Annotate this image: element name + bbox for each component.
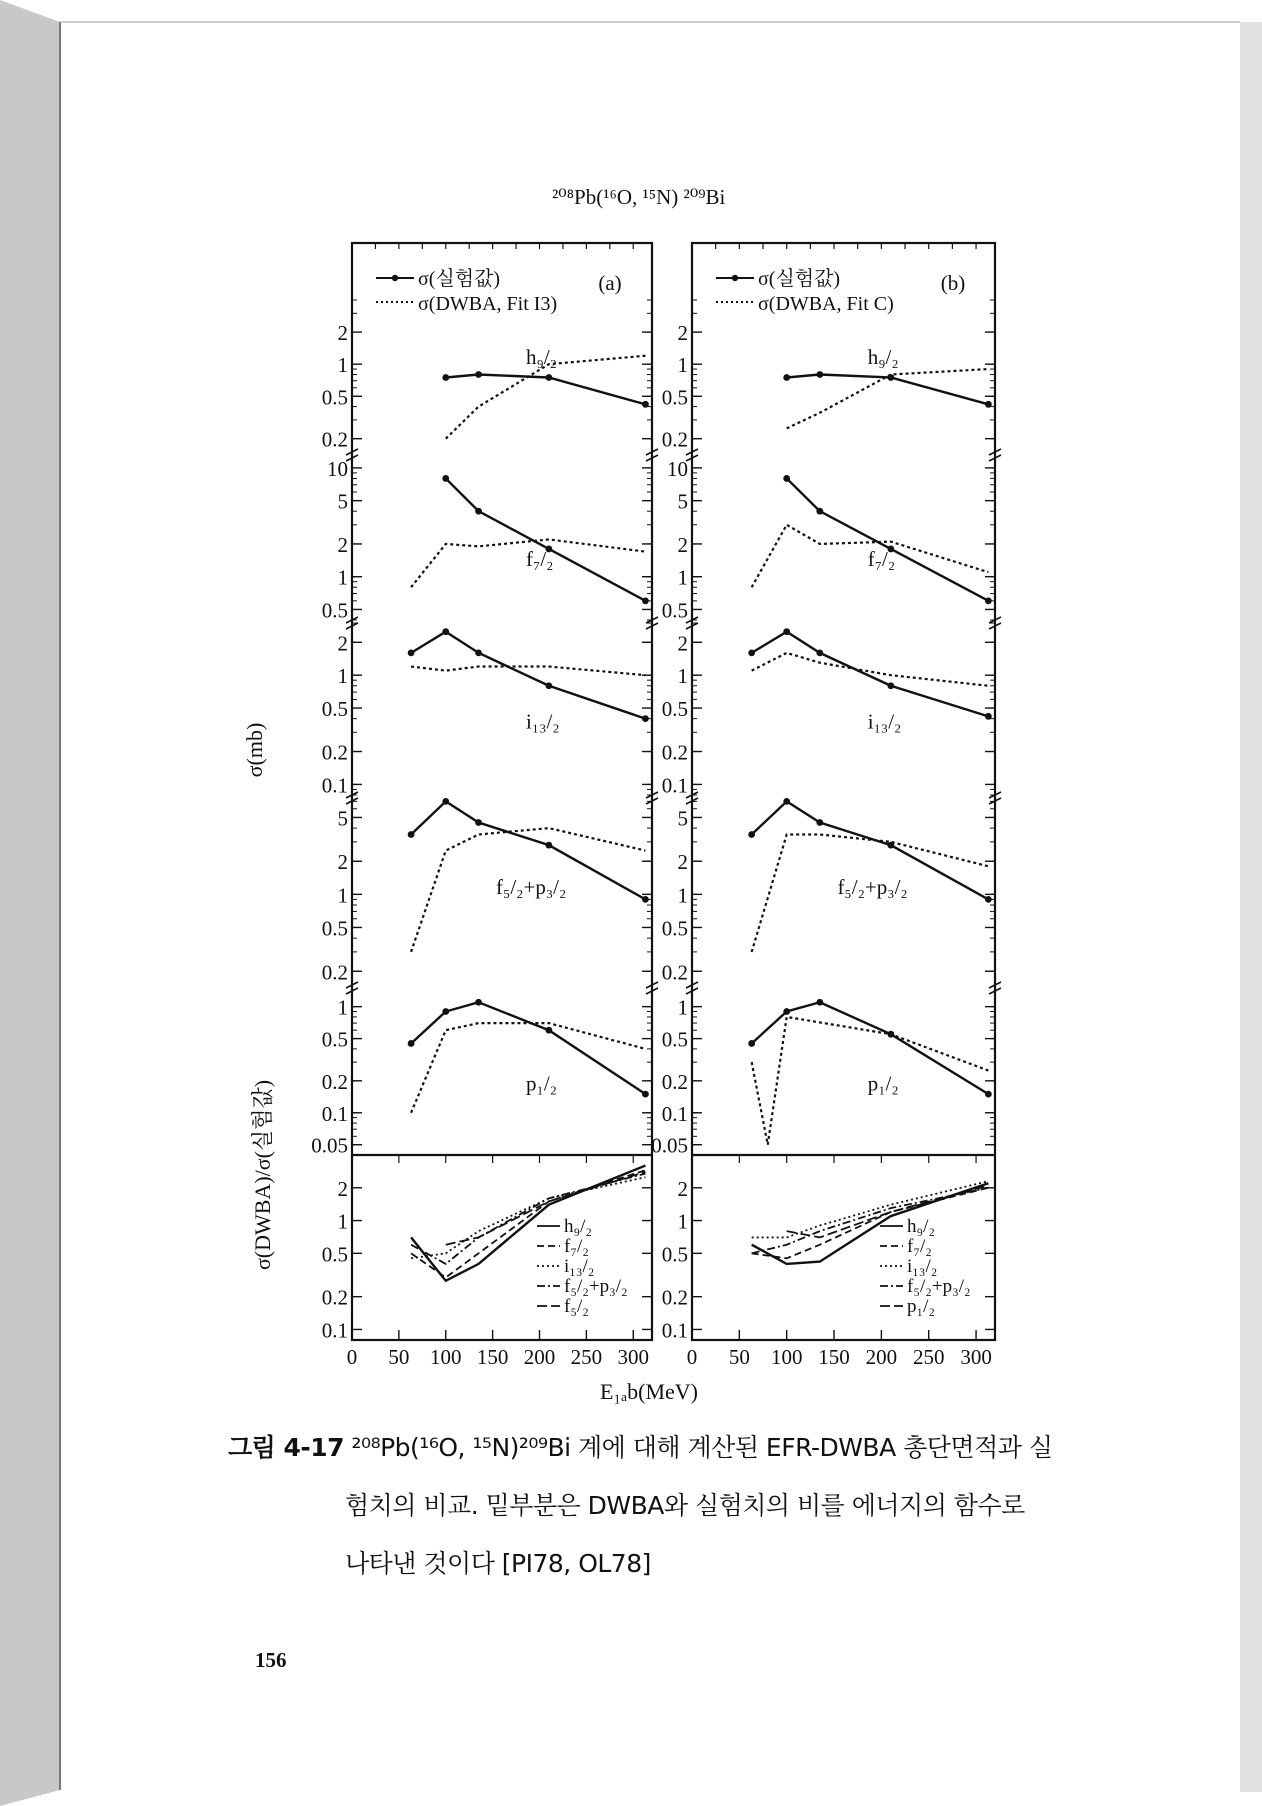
y-tick-label: 1	[677, 353, 688, 378]
experimental-point	[475, 999, 482, 1006]
legend-dot	[392, 275, 398, 281]
caption-line-3: 나타낸 것이다 [PI78, OL78]	[345, 1549, 651, 1578]
y-tick-label: 0.1	[321, 773, 348, 798]
experimental-point	[642, 597, 649, 604]
caption-label: 그림 4-17	[228, 1433, 345, 1462]
ratio-y-tick-label: 0.2	[661, 1285, 688, 1310]
experimental-point	[748, 831, 755, 838]
state-label: f₅/₂+p₃/₂	[496, 874, 567, 899]
y-tick-label: 0.2	[321, 427, 348, 452]
experimental-point	[985, 713, 992, 720]
y-tick-label: 0.5	[321, 697, 348, 722]
ratio-panel	[662, 1155, 995, 1369]
y-tick-label: 10	[667, 456, 688, 481]
experimental-point	[816, 999, 823, 1006]
x-tick-label: 150	[476, 1345, 509, 1369]
ratio-legend-label: f₇/₂	[564, 1236, 589, 1257]
y-tick-label: 0.2	[661, 960, 688, 985]
ratio-legend-label: p₁/₂	[907, 1296, 936, 1317]
experimental-point	[816, 371, 823, 378]
ratio-y-tick-label: 2	[337, 1176, 348, 1201]
y-tick-label: 0.2	[321, 740, 348, 765]
ratio-y-tick-label: 1	[337, 1209, 348, 1234]
x-tick-label: 100	[430, 1345, 462, 1369]
subpanel-0	[662, 300, 995, 452]
experimental-point	[985, 597, 992, 604]
y-tick-label: 0.5	[661, 697, 688, 722]
ratio-y-tick-label: 0.5	[661, 1242, 688, 1267]
page-left-edge	[0, 0, 60, 1806]
y-tick-label: 0.05	[311, 1133, 348, 1158]
experimental-point	[887, 374, 894, 381]
experimental-point	[887, 682, 894, 689]
panel-label: (b)	[940, 271, 966, 295]
y-tick-label: 2	[337, 532, 348, 557]
y-tick-label: 5	[337, 806, 348, 831]
x-tick-label: 150	[818, 1345, 850, 1369]
subpanel-2	[662, 617, 1001, 797]
experimental-series	[411, 632, 645, 719]
ratio-axis-label: σ(DWBA)/σ(실험값)	[250, 1079, 275, 1271]
x-axis-label: E₁ₐb(MeV)	[600, 1379, 698, 1404]
experimental-point	[408, 831, 415, 838]
state-label: p₁/₂	[526, 1071, 557, 1096]
experimental-point	[816, 508, 823, 515]
y-tick-label: 5	[677, 806, 688, 831]
experimental-point	[783, 628, 790, 635]
ratio-legend-label: f₇/₂	[907, 1236, 932, 1257]
y-tick-label: 0.5	[321, 916, 348, 941]
state-label: f₇/₂	[526, 547, 554, 572]
ratio-series	[752, 1188, 989, 1259]
experimental-point	[545, 1027, 552, 1034]
y-tick-label: 0.5	[321, 385, 348, 410]
y-tick-label: 1	[677, 664, 688, 689]
experimental-series	[787, 478, 989, 600]
y-tick-label: 2	[677, 631, 688, 656]
y-tick-label: 2	[677, 532, 688, 557]
page-number: 156	[255, 1648, 287, 1672]
x-tick-label: 100	[770, 1345, 803, 1369]
ratio-legend-label: i₁₃/₂	[907, 1256, 938, 1277]
ratio-y-tick-label: 0.5	[321, 1242, 348, 1267]
experimental-point	[748, 1040, 755, 1047]
subpanel-0	[322, 300, 652, 452]
experimental-point	[408, 649, 415, 656]
ratio-y-tick-label: 0.1	[321, 1318, 348, 1343]
y-tick-label: 0.2	[661, 427, 688, 452]
subpanel-3	[322, 792, 658, 984]
chart-panel-0	[311, 243, 658, 1369]
state-label: h₉/₂	[526, 344, 557, 369]
experimental-point	[642, 1091, 649, 1098]
y-tick-label: 10	[327, 456, 348, 481]
experimental-point	[408, 1040, 415, 1047]
y-tick-label: 2	[677, 321, 688, 346]
legend-dwba: σ(DWBA, Fit C)	[758, 293, 894, 315]
experimental-series	[752, 632, 989, 717]
y-tick-label: 1	[677, 995, 688, 1020]
caption-line-2: 험치의 비교. 밑부분은 DWBA와 실험치의 비를 에너지의 함수로	[345, 1491, 1025, 1520]
experimental-point	[545, 842, 552, 849]
experimental-point	[887, 1031, 894, 1038]
x-tick-label: 200	[523, 1345, 556, 1369]
ratio-legend-label: h₉/₂	[564, 1216, 593, 1237]
experimental-point	[783, 1008, 790, 1015]
dwba-series	[752, 653, 989, 686]
state-label: h₉/₂	[867, 344, 899, 369]
legend-dwba: σ(DWBA, Fit I3)	[418, 293, 558, 315]
experimental-point	[442, 798, 449, 805]
experimental-point	[475, 819, 482, 826]
x-tick-label: 300	[617, 1345, 649, 1369]
x-tick-label: 50	[728, 1345, 750, 1369]
experimental-series	[787, 375, 989, 405]
dwba-series	[411, 667, 645, 676]
x-tick-label: 300	[960, 1345, 992, 1369]
subpanel-1	[322, 449, 658, 622]
state-label: f₇/₂	[867, 547, 896, 572]
page-right-shadow	[1240, 22, 1262, 1792]
y-tick-label: 1	[337, 883, 348, 908]
ratio-series	[411, 1177, 645, 1258]
experimental-point	[816, 649, 823, 656]
legend-dot	[732, 275, 738, 281]
x-tick-label: 200	[865, 1345, 898, 1369]
x-tick-label: 0	[686, 1345, 698, 1369]
experimental-point	[783, 374, 790, 381]
y-tick-label: 2	[337, 850, 348, 875]
y-tick-label: 0.2	[661, 1069, 688, 1094]
experimental-point	[985, 1091, 992, 1098]
panel-frame	[352, 243, 652, 1340]
y-tick-label: 0.2	[321, 1069, 348, 1094]
experimental-point	[642, 715, 649, 722]
y-tick-label: 0.5	[321, 598, 348, 623]
y-tick-label: 0.1	[661, 773, 688, 798]
state-label: i₁₃/₂	[867, 709, 902, 734]
ratio-series	[752, 1188, 989, 1254]
experimental-point	[985, 896, 992, 903]
experimental-point	[442, 1008, 449, 1015]
experimental-point	[442, 475, 449, 482]
y-tick-label: 5	[337, 489, 348, 514]
legend-experimental: σ(실험값)	[758, 268, 841, 290]
ratio-legend-label: f₅/₂+p₃/₂	[907, 1276, 971, 1297]
x-tick-label: 50	[388, 1345, 410, 1369]
experimental-point	[783, 475, 790, 482]
ratio-legend-label: i₁₃/₂	[564, 1256, 595, 1277]
experimental-point	[642, 401, 649, 408]
state-label: i₁₃/₂	[526, 709, 560, 734]
dwba-series	[411, 1023, 645, 1113]
experimental-point	[816, 819, 823, 826]
y-tick-label: 1	[337, 353, 348, 378]
y-tick-label: 0.5	[661, 385, 688, 410]
experimental-point	[985, 401, 992, 408]
experimental-point	[887, 842, 894, 849]
y-tick-label: 0.5	[661, 916, 688, 941]
ratio-y-tick-label: 1	[677, 1209, 688, 1234]
experimental-point	[783, 798, 790, 805]
ratio-y-tick-label: 0.2	[321, 1285, 348, 1310]
y-tick-label: 0.1	[661, 1101, 688, 1126]
y-tick-label: 0.05	[651, 1133, 688, 1158]
y-tick-label: 0.2	[661, 740, 688, 765]
experimental-point	[475, 508, 482, 515]
legend-experimental: σ(실험값)	[418, 268, 501, 290]
experimental-point	[642, 896, 649, 903]
y-tick-label: 0.5	[661, 1027, 688, 1052]
y-tick-label: 0.2	[321, 960, 348, 985]
ratio-series	[411, 1170, 645, 1277]
experimental-point	[475, 371, 482, 378]
experimental-point	[545, 374, 552, 381]
caption-line-1	[228, 1428, 1052, 1464]
y-tick-label: 1	[337, 995, 348, 1020]
ratio-series	[411, 1174, 645, 1264]
y-tick-label: 1	[677, 565, 688, 590]
state-label: p₁/₂	[867, 1071, 899, 1096]
y-axis-label: σ(mb)	[242, 722, 267, 778]
y-tick-label: 0.5	[661, 598, 688, 623]
experimental-series	[446, 375, 646, 405]
experimental-point	[748, 649, 755, 656]
subpanel-1	[662, 449, 1001, 622]
experimental-point	[475, 649, 482, 656]
subpanel-4	[651, 982, 1001, 1158]
y-tick-label: 2	[337, 631, 348, 656]
panel-frame	[692, 243, 995, 1340]
y-tick-label: 5	[677, 489, 688, 514]
y-tick-label: 1	[677, 883, 688, 908]
y-tick-label: 2	[337, 321, 348, 346]
experimental-point	[545, 682, 552, 689]
state-label: f₅/₂+p₃/₂	[837, 874, 908, 899]
chart-panel-1	[651, 243, 1001, 1369]
x-tick-label: 250	[570, 1345, 603, 1369]
ratio-panel	[322, 1155, 652, 1369]
ratio-y-tick-label: 0.1	[661, 1318, 688, 1343]
experimental-point	[442, 628, 449, 635]
y-tick-label: 0.5	[321, 1027, 348, 1052]
x-tick-label: 250	[912, 1345, 945, 1369]
experimental-point	[442, 374, 449, 381]
panel-label: (a)	[598, 271, 622, 295]
ratio-y-tick-label: 2	[677, 1176, 688, 1201]
experimental-series	[446, 478, 646, 600]
ratio-legend-label: f₅/₂	[564, 1296, 589, 1317]
y-tick-label: 2	[677, 850, 688, 875]
y-tick-label: 0.1	[321, 1101, 348, 1126]
y-tick-label: 1	[337, 565, 348, 590]
subpanel-4	[311, 982, 658, 1158]
figure-title: ²⁰⁸Pb(¹⁶O, ¹⁵N) ²⁰⁹Bi	[552, 185, 726, 209]
subpanel-3	[662, 792, 1001, 984]
ratio-legend-label: f₅/₂+p₃/₂	[564, 1276, 628, 1297]
x-tick-label: 0	[346, 1345, 358, 1369]
y-tick-label: 1	[337, 664, 348, 689]
ratio-legend-label: h₉/₂	[907, 1216, 936, 1237]
caption-text-1: ²⁰⁸Pb(¹⁶O, ¹⁵N)²⁰⁹Bi 계에 대해 계산된 EFR-DWBA 총단면적과 실	[351, 1433, 1053, 1462]
subpanel-2	[322, 617, 658, 797]
